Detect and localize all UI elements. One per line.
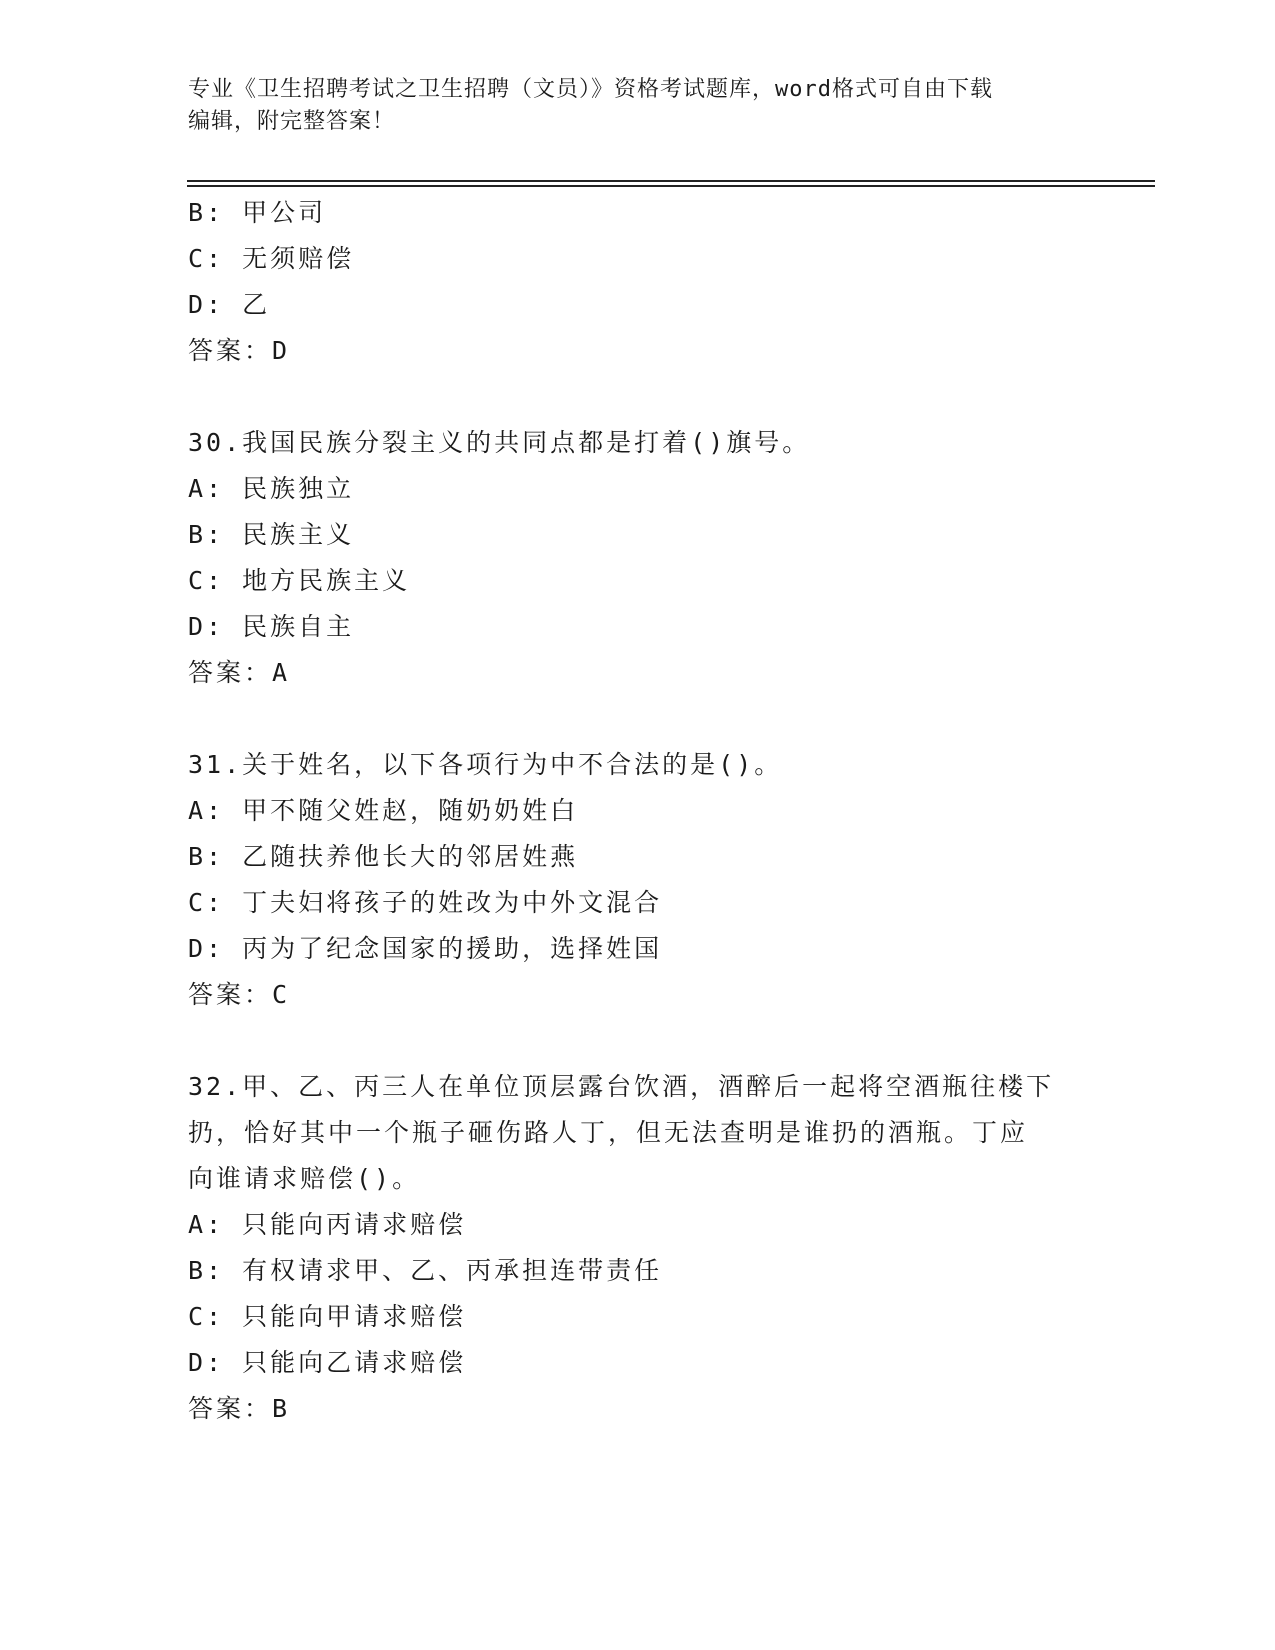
document-header xyxy=(188,74,1068,138)
option-a: A: 民族独立 xyxy=(188,474,355,503)
option-c: C: 丁夫妇将孩子的姓改为中外文混合 xyxy=(188,888,663,917)
answer: 答案：A xyxy=(188,658,291,687)
question-stem: 31.关于姓名，以下各项行为中不合法的是()。 xyxy=(188,750,783,779)
option-c: C: 无须赔偿 xyxy=(188,244,355,273)
answer: 答案：B xyxy=(188,1394,291,1423)
header-divider-top xyxy=(187,180,1155,182)
option-d: D: 民族自主 xyxy=(188,612,355,641)
spacer xyxy=(188,1018,1088,1064)
question-list xyxy=(188,190,1088,1432)
option-d: D: 丙为了纪念国家的援助，选择姓国 xyxy=(188,934,663,963)
option-d: D: 只能向乙请求赔偿 xyxy=(188,1348,467,1377)
option-b: B: 有权请求甲、乙、丙承担连带责任 xyxy=(188,1256,663,1285)
question-30 xyxy=(188,420,1088,696)
header-line-2: 编辑，附完整答案！ xyxy=(188,109,396,134)
option-b: B: 民族主义 xyxy=(188,520,355,549)
header-divider-bottom xyxy=(187,185,1155,187)
answer: 答案：D xyxy=(188,336,291,365)
option-c: C: 只能向甲请求赔偿 xyxy=(188,1302,467,1331)
header-line-1: 专业《卫生招聘考试之卫生招聘（文员）》资格考试题库，word格式可自由下载 xyxy=(188,77,993,102)
option-b: B: 乙随扶养他长大的邻居姓燕 xyxy=(188,842,579,871)
question-stem-line-2: 扔，恰好其中一个瓶子砸伤路人丁，但无法查明是谁扔的酒瓶。丁应 xyxy=(188,1118,1029,1147)
question-29 xyxy=(188,190,1088,374)
option-c: C: 地方民族主义 xyxy=(188,566,411,595)
option-a: A: 甲不随父姓赵，随奶奶姓白 xyxy=(188,796,579,825)
question-stem-line-3: 向谁请求赔偿()。 xyxy=(188,1164,421,1193)
question-stem-line-1: 32.甲、乙、丙三人在单位顶层露台饮酒，酒醉后一起将空酒瓶往楼下 xyxy=(188,1072,1055,1101)
question-31 xyxy=(188,742,1088,1018)
option-a: A: 只能向丙请求赔偿 xyxy=(188,1210,467,1239)
question-stem: 30.我国民族分裂主义的共同点都是打着()旗号。 xyxy=(188,428,811,457)
spacer xyxy=(188,696,1088,742)
option-b: B: 甲公司 xyxy=(188,198,327,227)
option-d: D: 乙 xyxy=(188,290,271,319)
question-32 xyxy=(188,1064,1088,1432)
spacer xyxy=(188,374,1088,420)
answer: 答案：C xyxy=(188,980,291,1009)
